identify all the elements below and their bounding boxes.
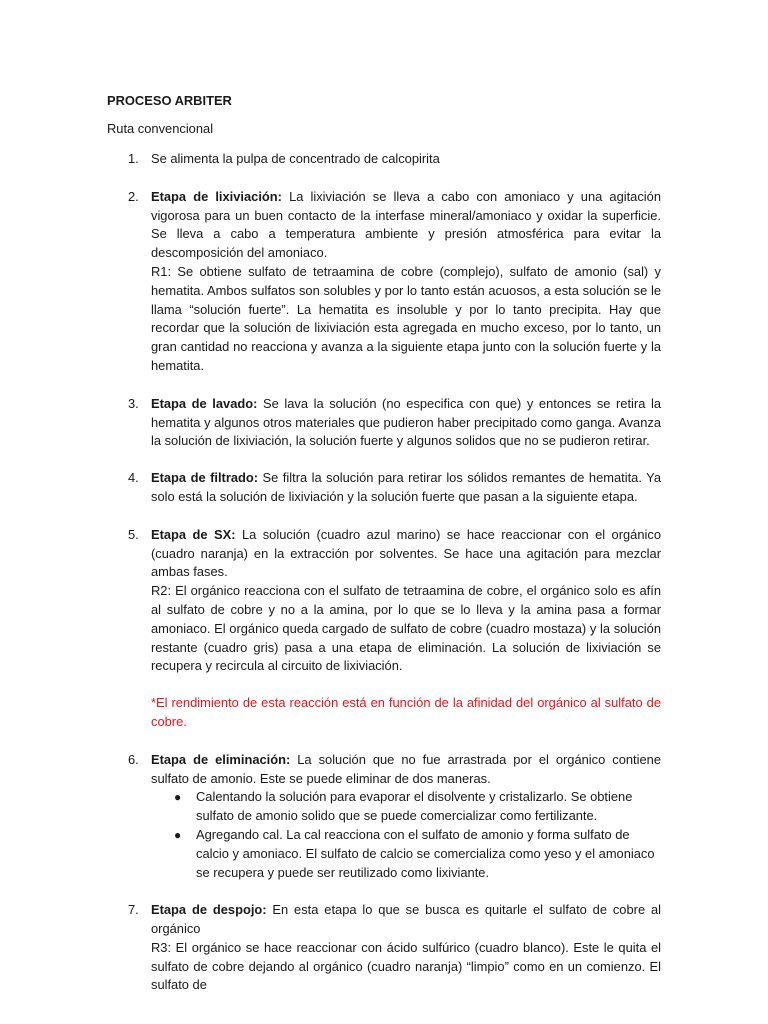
bullet-dot-icon: ● <box>174 827 182 842</box>
list-item-7 <box>107 901 661 995</box>
list-item-4 <box>107 469 661 507</box>
list-item-3 <box>107 395 661 451</box>
yield-note: *El rendimiento de esta reacción está en función de la afinidad del orgánico al sulfato de cobre. <box>151 695 661 729</box>
item-text: La lixiviación se lleva a cabo con amoniaco y una agitación vigorosa para un buen contacto de la interfase mineral/amoniaco y oxidar la superficie. Se lleva a cabo a temperatura ambiente y presión atmosférica para evitar la descomposición del amoniaco. <box>151 188 662 261</box>
document-subtitle: Ruta convencional <box>107 121 214 136</box>
item-label: Etapa de filtrado: <box>151 470 259 486</box>
item-text: La solución (cuadro azul marino) se hace reaccionar con el orgánico (cuadro naranja) en la extracción por solventes. Se hace una agitación para mezclar ambas fases. <box>151 526 661 580</box>
item-number: 6. <box>128 751 139 767</box>
item-label: Etapa de eliminación: <box>151 751 291 767</box>
bullet-item: ● Calentando la solución para evaporar el disolvente y cristalizarlo. Se obtiene sulfato de amonio solido que se puede comercializar como fertilizante. <box>174 789 633 824</box>
process-steps-list <box>107 150 661 995</box>
reaction-paragraph: R1: Se obtiene sulfato de tetraamina de cobre (complejo), sulfato de amonio (sal) y hematita. Ambos sulfatos son solubles y por lo tanto están acuosos, a esta solución se le llama “solución fuerte”. La hematita es insoluble y por lo tanto precipita. Hay que recordar que la solución de lixiviación esta agregada en mucho exceso, por lo tanto, un gran cantidad no reacciona y avanza a la siguiente etapa junto con la solución fuerte y la hematita. <box>151 263 661 373</box>
item-text: Se lava la solución (no especifica con que) y entonces se retira la hematita y algunos otros materiales que pudieron haber precipitado como ganga. Avanza la solución de lixiviación, la solución fuerte y algunos solidos que no se pudieron retirar. <box>151 395 661 449</box>
reaction-paragraph: R3: El orgánico se hace reaccionar con ácido sulfúrico (cuadro blanco). Este le quita el sulfato de cobre dejando al orgánico (cuadro naranja) “limpio” como en un comienzo. El sulfato de <box>151 939 661 993</box>
item-number: 7. <box>128 902 139 918</box>
list-item-5 <box>107 526 661 732</box>
list-item-1 <box>107 150 661 169</box>
reaction-paragraph: R2: El orgánico reacciona con el sulfato de tetraamina de cobre, el orgánico solo es afín al sulfato de cobre y no a la amina, por lo que se lo lleva y la amina pasa a formar amoniaco. El orgánico queda cargado de sulfato de cobre (cuadro mostaza) y la solución restante (cuadro gris) pasa a una etapa de eliminación. La solución de lixiviación se recupera y recircula al circuito de lixiviación. <box>151 583 661 674</box>
item-number: 1. <box>128 151 139 166</box>
bullet-item: ● Agregando cal. La cal reacciona con el sulfato de amonio y forma sulfato de calcio y amoniaco. El sulfato de calcio se comercializa como yeso y el amoniaco se recupera y puede ser reutilizado como lixiviante. <box>174 826 655 880</box>
list-item-6 <box>107 751 661 883</box>
item-label: Etapa de SX: <box>151 526 236 542</box>
bullet-list <box>151 788 661 882</box>
document-title: PROCESO ARBITER <box>107 93 232 108</box>
item-number: 3. <box>128 395 139 411</box>
item-label: Etapa de lavado: <box>151 395 258 411</box>
item-text: La solución que no fue arrastrada por el orgánico contiene sulfato de amonio. Este se puede eliminar de dos maneras. <box>151 751 661 786</box>
item-number: 2. <box>128 188 139 204</box>
item-text: Se alimenta la pulpa de concentrado de calcopirita <box>151 151 440 166</box>
item-text: Se filtra la solución para retirar los sólidos remantes de hematita. Ya solo está la solución de lixiviación y la solución fuerte que pasan a la siguiente etapa. <box>151 470 661 504</box>
item-number: 4. <box>128 470 139 486</box>
bullet-dot-icon: ● <box>174 790 182 805</box>
document-body <box>107 92 661 995</box>
item-label: Etapa de despojo: <box>151 902 267 918</box>
list-item-2 <box>107 188 661 376</box>
item-number: 5. <box>128 526 139 542</box>
item-text: En esta etapa lo que se busca es quitarle el sulfato de cobre al orgánico <box>151 902 661 937</box>
item-label: Etapa de lixiviación: <box>151 188 282 204</box>
